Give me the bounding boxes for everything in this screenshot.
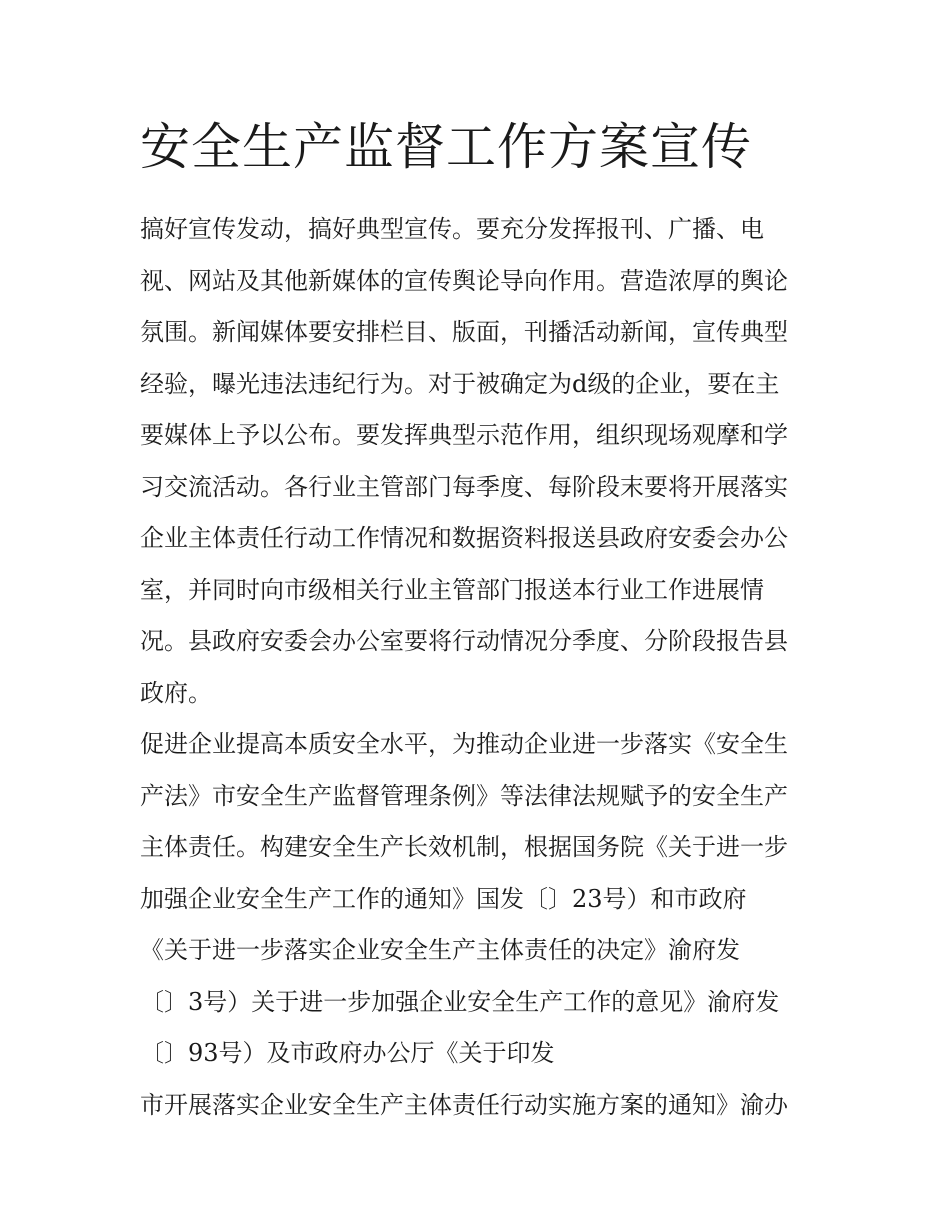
text-line: 视、网站及其他新媒体的宣传舆论导向作用。营造浓厚的舆论: [140, 266, 788, 295]
text-line: 产法》市安全生产监督管理条例》等法律法规赋予的安全生产: [140, 781, 788, 810]
paragraph-3: [140, 1080, 815, 1132]
text-line: 氛围。新闻媒体要安排栏目、版面，刊播活动新闻，宣传典型: [140, 318, 788, 346]
text-line: 室，并同时向市级相关行业主管部门报送本行业工作进展情: [140, 575, 764, 604]
text-line: 市开展落实企业安全生产主体责任行动实施方案的通知》渝办: [140, 1090, 788, 1119]
document-page: [140, 112, 815, 1131]
text-line: 况。县政府安委会办公室要将行动情况分季度、分阶段报告县: [140, 627, 788, 655]
text-line: 〔〕3号）关于进一步加强企业安全生产工作的意见》渝府发: [140, 987, 780, 1016]
paragraph-1: [140, 204, 815, 719]
text-line: 政府。: [140, 678, 212, 707]
text-line: 要媒体上予以公布。要发挥典型示范作用，组织现场观摩和学: [140, 421, 788, 449]
text-line: 主体责任。构建安全生产长效机制，根据国务院《关于进一步: [140, 833, 788, 861]
text-line: 习交流活动。各行业主管部门每季度、每阶段末要将开展落实: [140, 472, 788, 501]
text-line: 搞好宣传发动，搞好典型宣传。要充分发挥报刊、广播、电: [140, 215, 764, 243]
text-line: 《关于进一步落实企业安全生产主体责任的决定》渝府发: [140, 936, 740, 964]
text-line: 加强企业安全生产工作的通知》国发〔〕23号）和市政府: [140, 884, 747, 913]
text-line: 促进企业提高本质安全水平，为推动企业进一步落实《安全生: [140, 730, 788, 758]
text-line: 〔〕93号）及市政府办公厅《关于印发: [140, 1039, 555, 1067]
text-line: 企业主体责任行动工作情况和数据资料报送县政府安委会办公: [140, 524, 788, 552]
paragraph-2: [140, 719, 815, 1080]
document-title: 安全生产监督工作方案宣传: [140, 118, 752, 176]
text-line: 经验，曝光违法违纪行为。对于被确定为d级的企业，要在主: [140, 369, 780, 398]
